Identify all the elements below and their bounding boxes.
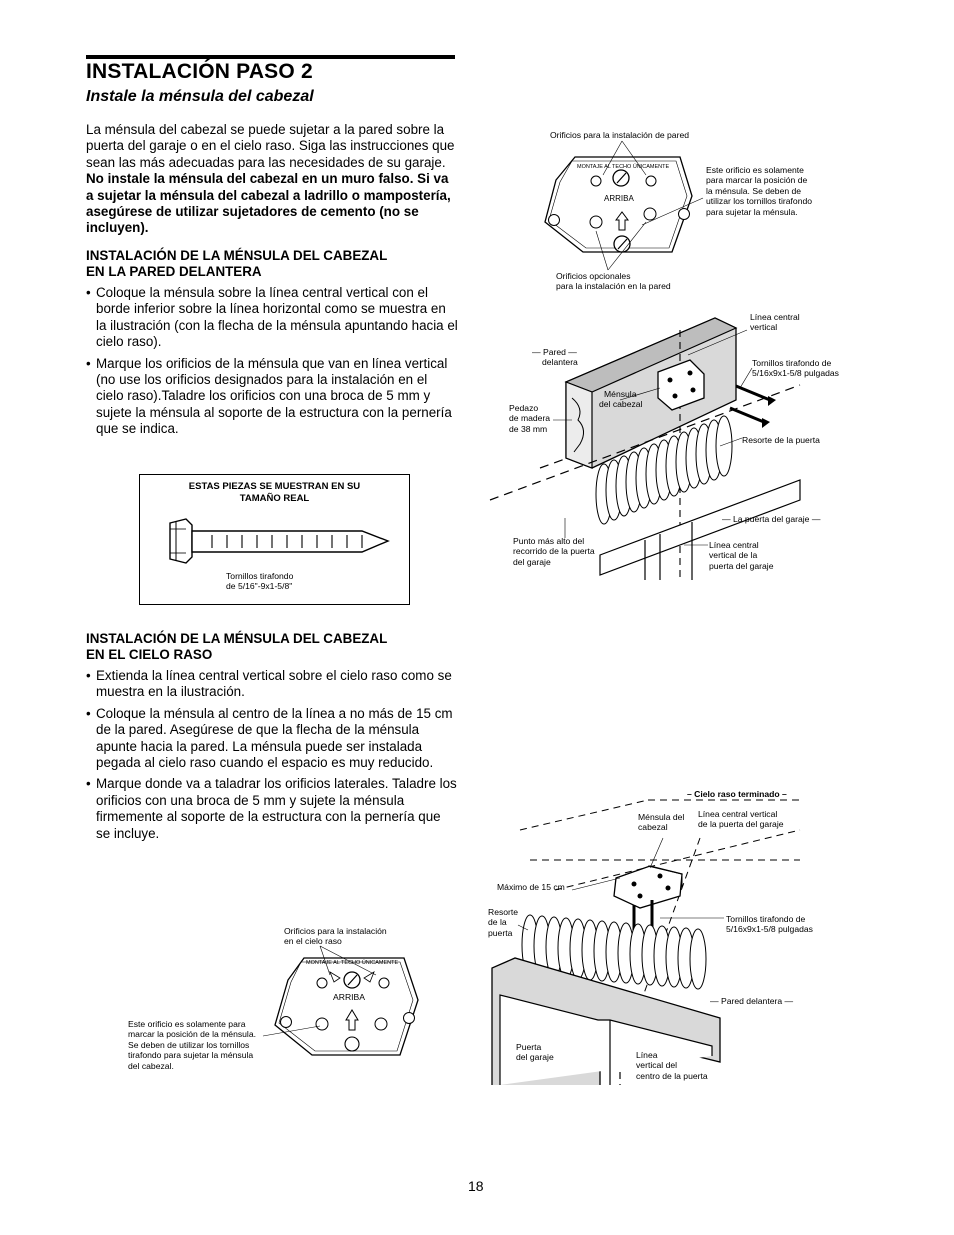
note-bottom-line2: marcar la posición de la ménsula. (128, 1029, 257, 1040)
bracket-ceiling-line2: cabezal (638, 822, 668, 833)
bracket-wall-line1: Ménsula (604, 389, 637, 399)
screws-ceiling-line2: 5/16x9x1-5/8 pulgadas (726, 924, 813, 935)
label-finished-ceiling: – Cielo raso terminado – (687, 789, 787, 799)
screws-wall-line1: Tornillos tirafondo de (752, 358, 832, 368)
door-vcl-line3: puerta del garaje (709, 560, 774, 571)
spring-ceiling-line2: de la (488, 917, 507, 928)
highest-line3: del garaje (513, 556, 551, 567)
front-wall-ceiling-text: Pared delantera (720, 996, 783, 1006)
note-bottom-line5: del cabezal. (128, 1060, 174, 1071)
door-center-line3: centro de la puerta (636, 1070, 708, 1081)
label-door-spring-wall: Resorte de la puerta (742, 435, 820, 445)
page-subtitle: Instale la ménsula del cabezal (86, 88, 314, 105)
note-top-line1: Este orificio es solamente (706, 165, 804, 175)
label-up-top: ARRIBA (604, 194, 634, 203)
list-item: • Extienda la línea central vertical sobre el cielo raso como se muestra en la ilustración. (86, 668, 458, 701)
wood-line1: Pedazo (509, 403, 539, 413)
note-bottom-line1: Este orificio es solamente para (128, 1019, 246, 1029)
spring-ceiling-line3: puerta (488, 927, 513, 938)
door-vcl-ceiling-line1: Línea central vertical (698, 809, 778, 819)
lag-screw-caption-line1: Tornillos tirafondo (226, 571, 294, 581)
note-bottom-line3: Se deben de utilizar los tornillos (128, 1039, 250, 1050)
door-center-line2: vertical del (636, 1060, 678, 1071)
note-top-line2: para marcar la posición de (706, 175, 808, 186)
page-number: 18 (468, 1178, 484, 1194)
ceiling-holes-line1: Orificios para la instalación (284, 926, 387, 936)
label-ceiling-holes (284, 926, 387, 947)
wood-line3: de 38 mm (509, 423, 548, 434)
garage-door-ceiling-line1: Puerta (516, 1042, 542, 1052)
screws-ceiling-line1: Tornillos tirafondo de (726, 914, 806, 924)
label-garage-door-wall: — La puerta del garaje — (722, 514, 821, 524)
list-item: • Marque donde va a taladrar los orificios laterales. Taladre los orificios con una broca de 5 mm y sujete la ménsula firmemente al soporte de la estructura con la pernería que se incluye. (86, 776, 458, 842)
list-item: • Coloque la ménsula sobre la línea central vertical con el borde inferior sobre la línea horizontal como se muestra en la ilustración (con la flecha de la ménsula apuntando hacia el cielo raso). (86, 285, 458, 351)
optional-line2: para la instalación en la pared (556, 281, 671, 292)
label-front-wall-ceiling: — Pared delantera — (710, 996, 794, 1006)
intro-warning: No instale la ménsula del cabezal en un muro falso. Si va a sujetar la ménsula del cabezal a ladrillo o mampostería, asegúrese de utilizar sujetadores de cemento (no se incluyen). (86, 171, 451, 236)
actual-size-title-line1: ESTAS PIEZAS SE MUESTRAN EN SU (188, 481, 361, 492)
list-item: • Marque los orificios de la ménsula que van en línea vertical (no use los orificios designados para la instalación en el cielo raso).Taladre los orificios con una broca de 5 mm y sujete la ménsula al soporte de la estructura con la pernería que se indica. (86, 356, 458, 438)
label-up-bottom: ARRIBA (333, 992, 365, 1002)
front-wall-line2: delantera (542, 357, 578, 368)
screws-wall-line2: 5/16x9x1-5/8 pulgadas (752, 368, 839, 379)
actual-size-title-line2: TAMAÑO REAL (239, 493, 310, 504)
ceiling-holes-line2: en el cielo raso (284, 936, 342, 947)
note-top-line3: la ménsula. Se deben de (706, 185, 802, 196)
note-bottom-line4: tirafondo para sujetar la ménsula (128, 1050, 254, 1061)
label-maximum: Máximo de 15 cm (497, 882, 565, 892)
lag-screw-caption-line2: de 5/16"-9x1-5/8" (226, 581, 293, 592)
page-title: INSTALACIÓN PASO 2 (86, 60, 313, 83)
bracket-wall-line2: del cabezal (599, 399, 643, 410)
bracket-ceiling-line1: Ménsula del (638, 812, 685, 822)
garage-door-text: La puerta del garaje (732, 514, 810, 524)
door-vcl-line2: vertical de la (709, 550, 758, 561)
finished-ceiling-text: Cielo raso terminado (694, 789, 780, 799)
front-wall-line1: — Pared — (532, 347, 577, 357)
vcl-line1: Línea central (750, 312, 800, 322)
note-top-line5: para sujetar la ménsula. (706, 206, 798, 217)
front-wall-word1: Pared (542, 347, 566, 357)
label-ceiling-only-top: MONTAJE AL TECHO ÚNICAMENTE (577, 164, 670, 170)
door-vcl-line1: Línea central (709, 540, 759, 550)
ceiling-heading-line1: INSTALACIÓN DE LA MÉNSULA DEL CABEZAL (86, 631, 388, 646)
ceiling-heading-line2: EN EL CIELO RASO (86, 647, 213, 663)
wood-line2: de madera (509, 413, 551, 424)
optional-line1: Orificios opcionales (556, 271, 631, 281)
vcl-line2: vertical (750, 322, 778, 333)
label-ceiling-only-bottom: MONTAJE AL TECHO ÚNICAMENTE (306, 960, 399, 966)
wall-heading-line2: EN LA PARED DELANTERA (86, 264, 262, 280)
spring-ceiling-line1: Resorte (488, 907, 519, 917)
wall-heading-line1: INSTALACIÓN DE LA MÉNSULA DEL CABEZAL (86, 248, 388, 263)
intro-normal: La ménsula del cabezal se puede sujetar a la pared sobre la puerta del garaje o en el cielo raso. Siga las instrucciones que sean las más adecuadas para las necesidades de su garaje. (86, 122, 455, 170)
door-vcl-ceiling-line2: de la puerta del garaje (698, 819, 784, 830)
highest-line2: recorrido de la puerta (513, 546, 595, 557)
door-center-line1: Línea (636, 1050, 658, 1060)
garage-door-ceiling-line2: del garaje (516, 1052, 554, 1063)
list-item: • Coloque la ménsula al centro de la línea a no más de 15 cm de la pared. Asegúrese de que la flecha de la ménsula apunte hacia la pared. La ménsula puede ser instalada pegada al cielo raso cuando el espacio es muy reducido. (86, 706, 458, 772)
note-top-line4: utilizar los tornillos tirafondo (706, 196, 813, 207)
note-marking-hole-bottom (128, 1019, 256, 1071)
highest-line1: Punto más alto del (513, 536, 585, 546)
label-wall-holes: Orificios para la instalación de pared (550, 130, 690, 140)
